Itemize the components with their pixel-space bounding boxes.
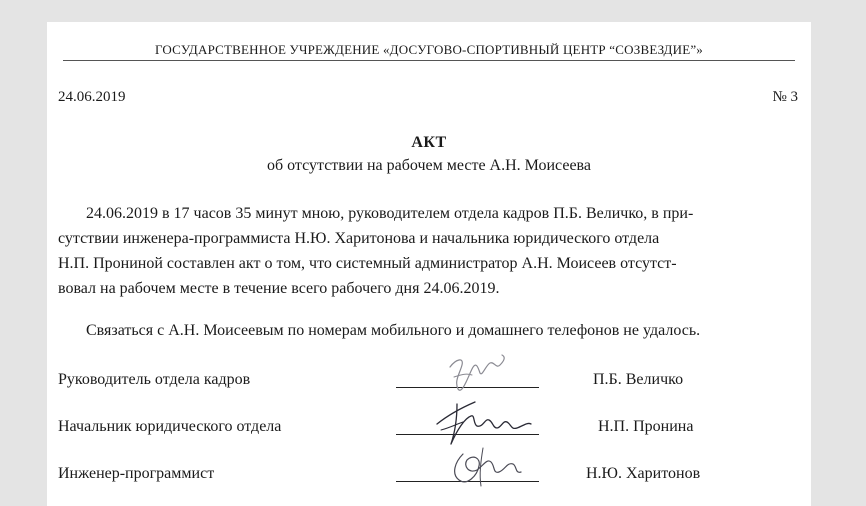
signature-position-2: Начальник юридического отдела: [58, 418, 282, 435]
document-page: [47, 22, 811, 506]
signature-name-2: Н.П. Пронина: [598, 418, 694, 435]
signature-position-1: Руководитель отдела кадров: [58, 371, 251, 388]
header-divider: [63, 60, 795, 61]
paragraph-1-line-2: сутствии инженера-программиста Н.Ю. Харитонова и начальника юридического отдела: [58, 230, 660, 247]
signature-name-1: П.Б. Величко: [593, 371, 684, 388]
handwritten-signature-1: [442, 347, 512, 397]
signature-name-3: Н.Ю. Харитонов: [586, 465, 701, 482]
document-number: № 3: [772, 89, 798, 105]
document-date: 24.06.2019: [58, 89, 126, 105]
organization-header: ГОСУДАРСТВЕННОЕ УЧРЕЖДЕНИЕ «ДОСУГОВО-СПОРТИВНЫЙ ЦЕНТР “СОЗВЕЗДИЕ”»: [154, 42, 704, 57]
document-title: АКТ: [411, 134, 447, 151]
handwritten-signature-3: [447, 440, 527, 490]
signature-position-3: Инженер-программист: [58, 465, 215, 482]
document-subtitle: об отсутствии на рабочем месте А.Н. Моисеева: [267, 157, 591, 174]
paragraph-1-line-1: 24.06.2019 в 17 часов 35 минут мною, руководителем отдела кадров П.Б. Величко, в при-: [86, 205, 694, 222]
paragraph-1-line-4: вовал на рабочем месте в течение всего рабочего дня 24.06.2019.: [58, 280, 500, 297]
paragraph-1-line-3: Н.П. Прониной составлен акт о том, что системный администратор А.Н. Моисеев отсутст-: [58, 255, 677, 272]
paragraph-2: Связаться с А.Н. Моисеевым по номерам мобильного и домашнего телефонов не удалось.: [86, 322, 701, 339]
